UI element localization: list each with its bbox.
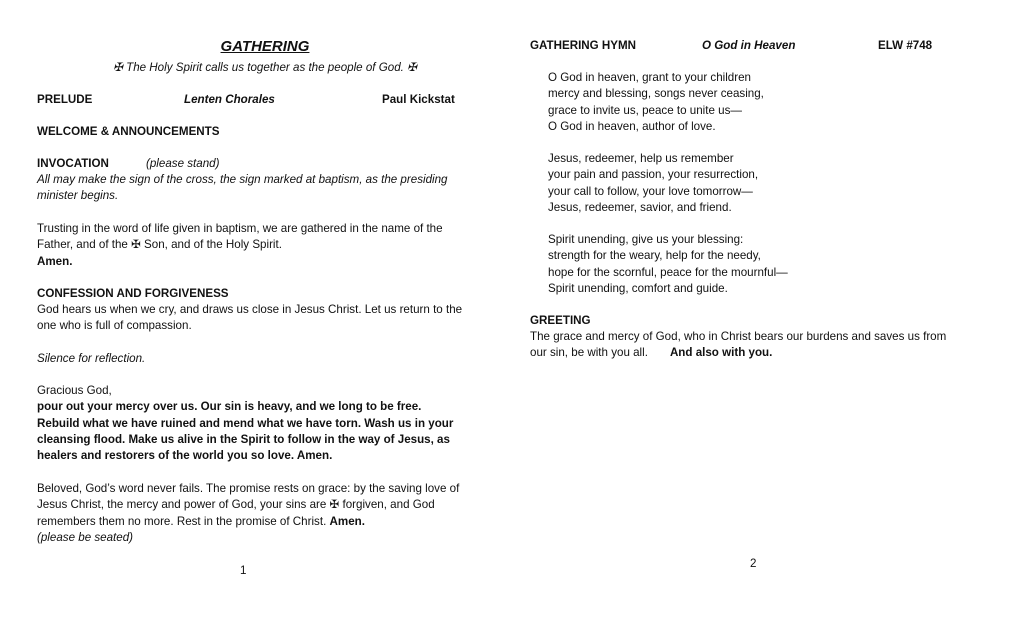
confession-text (37, 302, 497, 335)
greeting-line: The grace and mercy of God, who in Christ bears our burdens and saves us from (530, 330, 947, 343)
absolution-line: Beloved, God’s word never fails. The promise rests on grace: by the saving love of (37, 482, 460, 495)
verse-line: mercy and blessing, songs never ceasing, (548, 87, 764, 101)
prayer-line: cleansing flood. Make us alive in the Spirit to follow in the way of Jesus, as (37, 432, 450, 446)
hymn-name: O God in Heaven (702, 39, 796, 52)
invocation-text (37, 221, 497, 270)
verse-line: O God in heaven, author of love. (548, 119, 716, 133)
invocation-rubric (37, 172, 497, 205)
prayer-line: healers and restorers of the world you so love. Amen. (37, 449, 333, 463)
greeting-heading: GREETING (530, 314, 591, 327)
confession-line: God hears us when we cry, and draws us close in Jesus Christ. Let us return to the (37, 303, 463, 316)
invocation-heading: INVOCATION (37, 157, 109, 170)
absolution-line: Jesus Christ, the mercy and power of God, your sins are ✠ forgiven, and God (37, 498, 435, 512)
verse-line: strength for the weary, help for the needy, (548, 249, 761, 263)
confession-heading: CONFESSION AND FORGIVENESS (37, 287, 229, 300)
prayer-line: pour out your mercy over us. Our sin is heavy, and we long to be free. (37, 400, 422, 414)
page-number: 1 (240, 564, 247, 577)
hymn-verse-2 (548, 151, 988, 216)
page-number: 2 (750, 557, 757, 570)
rubric-line: minister begins. (37, 189, 119, 203)
absolution-response: Amen. (329, 514, 365, 528)
greeting-response: And also with you. (669, 346, 773, 360)
verse-line: Jesus, redeemer, help us remember (548, 152, 734, 165)
hymn-number: ELW #748 (878, 39, 933, 52)
confession-line: one who is full of compassion. (37, 319, 192, 333)
absolution-line: remembers them no more. Rest in the promise of Christ. (37, 514, 327, 528)
verse-line: your pain and passion, your resurrection, (548, 168, 759, 182)
hymn-verse-3 (548, 232, 988, 297)
verse-line: hope for the scornful, peace for the mournful— (548, 265, 788, 279)
confession-prayer (37, 383, 507, 464)
invocation-line: Father, and of the ✠ Son, and of the Holy Spirit. (37, 238, 282, 252)
verse-line: your call to follow, your love tomorrow— (548, 184, 753, 198)
verse-line: O God in heaven, grant to your children (548, 71, 752, 84)
invocation-cue: (please stand) (146, 157, 220, 170)
prelude-piece: Lenten Chorales (184, 93, 275, 106)
invocation-response: Amen. (37, 254, 73, 268)
hymn-label: GATHERING HYMN (530, 39, 637, 52)
greeting-line: our sin, be with you all. (530, 346, 648, 360)
prayer-line: Rebuild what we have ruined and mend what we have torn. Wash us in your (37, 416, 454, 430)
prelude-label: PRELUDE (37, 93, 93, 106)
rubric-line: All may make the sign of the cross, the sign marked at baptism, as the presiding (37, 173, 448, 186)
welcome-heading: WELCOME & ANNOUNCEMENTS (37, 125, 220, 138)
silence-rubric: Silence for reflection. (37, 352, 146, 365)
verse-line: Spirit unending, give us your blessing: (548, 233, 744, 246)
absolution (37, 481, 507, 546)
bulletin-page-2 (512, 0, 1024, 622)
verse-line: Jesus, redeemer, savior, and friend. (548, 200, 732, 214)
verse-line: Spirit unending, comfort and guide. (548, 281, 728, 295)
verse-line: grace to invite us, peace to unite us— (548, 103, 742, 117)
prayer-address: Gracious God, (37, 384, 112, 397)
section-subtitle: ✠ The Holy Spirit calls us together as the people of God. ✠ (113, 61, 417, 74)
hymn-verse-1 (548, 70, 988, 135)
greeting-text (530, 329, 1010, 362)
prelude-composer: Paul Kickstat (382, 93, 455, 106)
section-title: GATHERING (220, 38, 310, 55)
invocation-line: Trusting in the word of life given in baptism, we are gathered in the name of the (37, 222, 443, 235)
seated-rubric: (please be seated) (37, 530, 134, 544)
